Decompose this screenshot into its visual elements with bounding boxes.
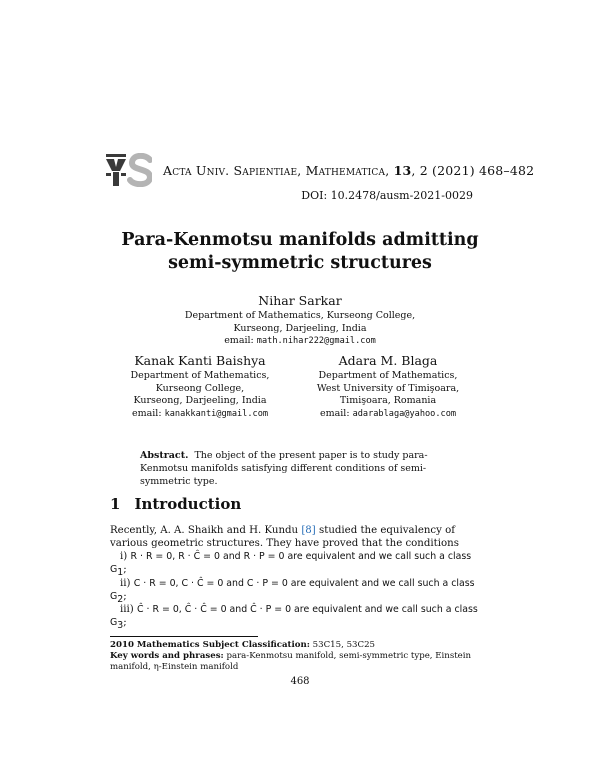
author-email-line [100, 408, 300, 421]
citation-link[interactable]: [8] [301, 525, 316, 536]
abstract [140, 449, 460, 488]
msc-label: 2010 Mathematics Subject Classification: [110, 640, 310, 650]
author-email[interactable]: kanakkanti@gmail.com [164, 408, 269, 419]
msc-value: 53C15, 53C25 [312, 640, 376, 650]
journal-name: Acta Univ. Sapientiae, Mathematica, [163, 163, 390, 178]
keywords-line [110, 651, 490, 673]
author-email[interactable]: math.nihar222@gmail.com [256, 336, 376, 346]
author-block-2 [100, 353, 300, 420]
author-block-3 [288, 353, 488, 420]
journal-volume: 13 [393, 163, 412, 178]
author-affiliation: Department of Mathematics, [130, 370, 270, 381]
doi[interactable]: DOI: 10.2478/ausm-2021-0029 [301, 189, 473, 202]
journal-logo [106, 153, 152, 187]
email-label: email: [319, 407, 350, 419]
list-item-text: Ĉ · R = 0, Ĉ · Ĉ = 0 and Ĉ · P = 0 are equivalent and we call such a class G [110, 604, 478, 629]
journal-issue: , 2 (2021) 468–482 [411, 163, 535, 178]
author-name: Adara M. Blaga [338, 353, 438, 368]
list-item-label: i) [120, 551, 128, 562]
author-affiliation: Timişoara, Romania [339, 395, 437, 406]
author-affiliation: Kurseong College, [155, 382, 245, 394]
list-item-label: iii) [120, 604, 134, 615]
intro-text: studied the equivalency of various geometric structures. They have proved that the conditions [110, 525, 459, 550]
list-item-text: R · R = 0, R · Ĉ = 0 and R · P = 0 are equivalent and we call such a class G [110, 551, 472, 576]
paper-title [0, 229, 600, 275]
list-item [110, 603, 490, 632]
list-item-label: ii) [120, 578, 131, 589]
author-email-line [288, 408, 488, 421]
abstract-text: The object of the present paper is to study para-Kenmotsu manifolds satisfying different conditions of semi-symmetric type. [140, 450, 428, 487]
author-email-line [0, 335, 600, 348]
page-number: 468 [290, 676, 310, 687]
keywords-label: Key words and phrases: [110, 651, 224, 661]
section-title: Introduction [134, 495, 242, 513]
author-affiliation: Department of Mathematics, [318, 370, 458, 381]
author-name: Nihar Sarkar [258, 293, 342, 308]
list-item-end: ; [123, 617, 127, 629]
intro-text: Recently, A. A. Shaikh and H. Kundu [110, 525, 302, 536]
email-label: email: [224, 335, 254, 346]
author-affiliation: Department of Mathematics, Kurseong College, [184, 310, 416, 321]
author-email[interactable]: adarablaga@yahoo.com [352, 408, 457, 419]
intro-paragraph [110, 524, 490, 550]
keywords-value: para-Kenmotsu manifold, semi-symmetric type, Einstein manifold, η-Einstein manifold [110, 651, 472, 672]
class-subscript: 1 [117, 567, 124, 579]
journal-citation [163, 163, 534, 178]
footnote-rule [110, 636, 258, 637]
author-affiliation: Kurseong, Darjeeling, India [233, 322, 367, 334]
list-item-end: ; [123, 564, 127, 576]
title-line-2: semi-symmetric structures [168, 253, 432, 273]
list-item-text: C · R = 0, C · Ĉ = 0 and C · P = 0 are equivalent and we call such a class G [110, 578, 475, 603]
author-name: Kanak Kanti Baishya [134, 353, 266, 368]
msc-line [110, 640, 490, 651]
title-line-1: Para-Kenmotsu manifolds admitting [121, 230, 479, 250]
list-item-end: ; [123, 591, 127, 603]
class-subscript: 3 [117, 620, 124, 632]
author-block-1 [0, 293, 600, 348]
author-affiliation: West University of Timişoara, [316, 382, 460, 394]
author-affiliation: Kurseong, Darjeeling, India [133, 395, 267, 406]
list-item [110, 550, 490, 579]
abstract-label: Abstract. [140, 450, 189, 461]
section-number: 1 [110, 495, 121, 513]
class-subscript: 2 [117, 594, 124, 606]
footnote [110, 640, 490, 673]
section-heading [110, 495, 241, 513]
email-label: email: [131, 407, 162, 419]
